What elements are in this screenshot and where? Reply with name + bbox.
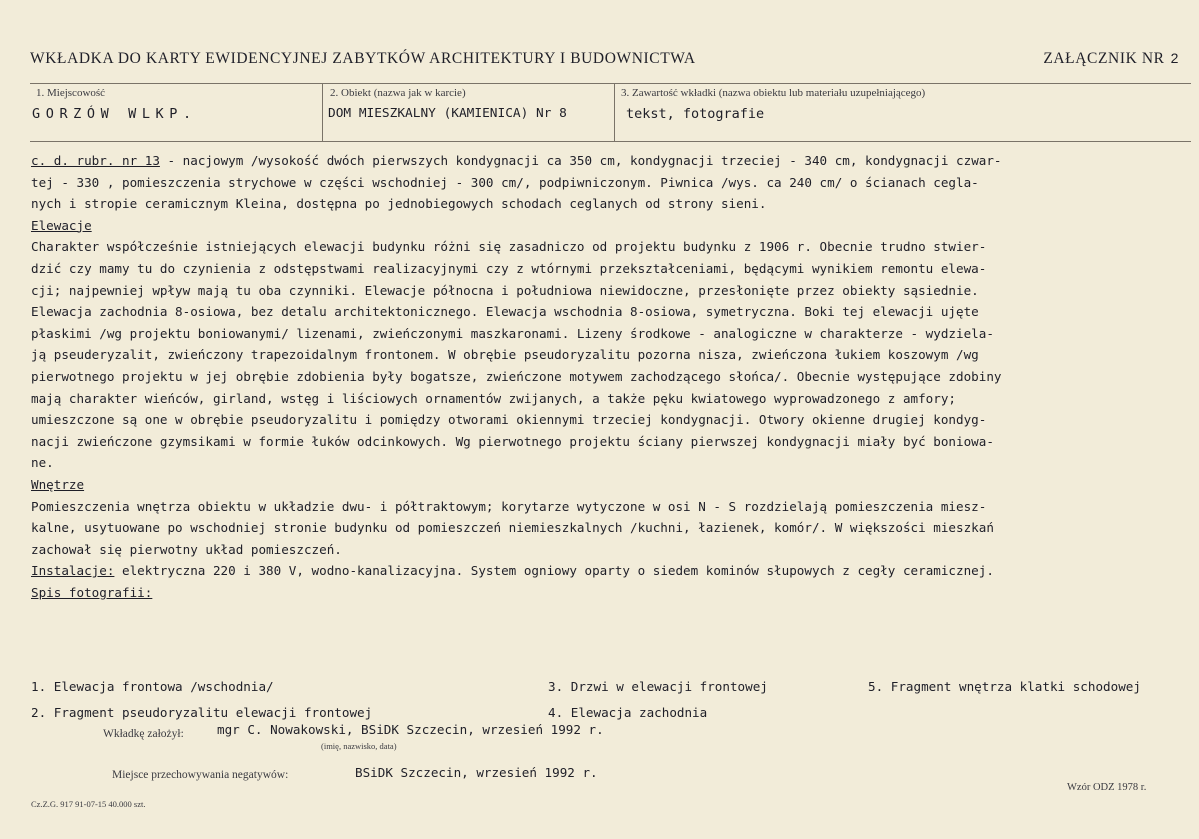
form-title: WKŁADKA DO KARTY EWIDENCYJNEJ ZABYTKÓW ARCHITEKTURY I BUDOWNICTWA (30, 50, 696, 67)
column-divider-2 (614, 83, 615, 141)
field-1-value: GORZÓW WLKP. (32, 106, 197, 122)
field-2-label: 2. Obiekt (nazwa jak w karcie) (330, 87, 466, 99)
photo-item-3: 3. Drzwi w elewacji frontowej (548, 679, 768, 694)
wnetrze-line: zachował się pierwotny układ pomieszczeń. (31, 541, 342, 557)
elewacje-line: płaskimi /wg projektu boniowanymi/ lizenami, zwieńczonymi maszkaronami. Lizeny środkowe - analogiczne w charakterze - wydziela- (31, 325, 994, 341)
elewacje-line: mają charakter wieńców, girland, wstęg i liściowych ornamentów zwijanych, a także pęku kwiatowego wyprowadzonego z amfory; (31, 390, 957, 406)
table-top-line (30, 83, 1191, 84)
intro-line-3: nych i stropie ceramicznym Kleina, dostępna po jednobiegowych schodach ceglanych od strony sieni. (31, 196, 767, 212)
photo-item-4: 4. Elewacja zachodnia (548, 705, 708, 720)
field-3-label: 3. Zawartość wkładki (nazwa obiektu lub materiału uzupełniającego) (621, 87, 926, 99)
elewacje-line: umieszczone są one w obrębie pseudoryzalitu i pomiędzy otworami okiennymi trzeciej kondygnacji. Otwory okienne drugiej kondyg- (31, 412, 987, 428)
annex (1043, 50, 1179, 68)
description-body (31, 150, 1197, 603)
elewacje-line: ne. (31, 455, 54, 471)
founder-hint: (imię, nazwisko, data) (321, 741, 397, 751)
instalacje-line: Instalacje: elektryczna 220 i 380 V, wodno-kanalizacyjna. System ogniowy oparty o siedem kominów słupowych z cegły ceramicznej. (31, 563, 994, 579)
field-2-value: DOM MIESZKALNY (KAMIENICA) Nr 8 (328, 106, 567, 121)
wnetrze-heading: Wnętrze (31, 476, 85, 492)
elewacje-line: dzić czy mamy tu do czynienia z odstępstwami realizacyjnymi czy z wtórnymi przekształceniami, będącymi wynikiem remontu elewa- (31, 260, 987, 276)
elewacje-heading: Elewacje (31, 217, 92, 233)
elewacje-line: cji; najpewniej wpływ mają tu oba czynniki. Elewacje północna i południowa niewidoczne, przesłonięte przez obiekty sąsiednie. (31, 282, 979, 298)
spis-heading: Spis fotografii: (31, 584, 153, 600)
field-3-value: tekst, fotografie (626, 106, 765, 122)
elewacje-line: Elewacja zachodnia 8-osiowa, bez detalu architektonicznego. Elewacja wschodnia 8-osiowa, symetryczna. Boki tej elewacji ujęte (31, 304, 979, 320)
field-1-label: 1. Miejscowość (36, 87, 106, 99)
annex-label: ZAŁĄCZNIK NR (1043, 50, 1165, 67)
photo-item-5: 5. Fragment wnętrza klatki schodowej (868, 679, 1141, 694)
form-code: Wzór ODZ 1978 r. (1067, 782, 1147, 793)
elewacje-line: ją pseuderyzalit, zwieńczony trapezoidalnym frontonem. W obrębie pseudoryzalitu pozorna nisza, zwieńczona łukiem koszowym /wg (31, 347, 979, 363)
wnetrze-line: kalne, usytuowane po wschodniej stronie budynku od pomieszczeń niemieszkalnych /kuchni, łazienek, komór/. W większości mieszkań (31, 520, 994, 536)
annex-number: 2 (1170, 50, 1179, 66)
photo-item-2: 2. Fragment pseudoryzalitu elewacji frontowej (31, 705, 373, 720)
wnetrze-line: Pomieszczenia wnętrza obiektu w układzie dwu- i półtraktowym; korytarze wytyczone w osi N - S rozdzielają pomieszczenia miesz- (31, 498, 987, 514)
instalacje-heading: Instalacje: (31, 563, 115, 579)
elewacje-line: nacji zwieńczone gzymsikami w formie łuków odcinkowych. Wg pierwotnego projektu ściany pierwszej kondygnacji miały być boniowa- (31, 433, 994, 449)
intro-line-1: c. d. rubr. nr 13 - nacjowym /wysokość dwóch pierwszych kondygnacji ca 350 cm, kondygnacji trzeciej - 340 cm, kondygnacji czwar- (31, 153, 1002, 168)
founder-value: mgr C. Nowakowski, BSiDK Szczecin, wrzesień 1992 r. (217, 722, 604, 737)
table-bottom-line (30, 141, 1191, 142)
negatives-value: BSiDK Szczecin, wrzesień 1992 r. (355, 765, 598, 780)
photo-item-1: 1. Elewacja frontowa /wschodnia/ (31, 679, 274, 694)
negatives-label: Miejsce przechowywania negatywów: (112, 769, 289, 781)
form-header (30, 50, 1179, 68)
print-code: Cz.Z.G. 917 91-07-15 40.000 szt. (31, 799, 146, 809)
elewacje-line: Charakter współcześnie istniejących elewacji budynku różni się zasadniczo od projektu budynku z 1906 r. Obecnie trudno stwier- (31, 239, 987, 255)
column-divider-1 (322, 83, 323, 141)
founder-label: Wkładkę założył: (103, 728, 184, 740)
intro-line-2: tej - 330 , pomieszczenia strychowe w części wschodniej - 300 cm/, podpiwniczonym. Piwnica /wys. ca 240 cm/ o ścianach cegla- (31, 174, 979, 190)
intro-ref: c. d. rubr. nr 13 (31, 153, 160, 168)
elewacje-line: pierwotnego projektu w jej obrębie zdobienia były bogatsze, zwieńczone motywem zachodzącego słońca/. Obecnie występujące zdobiny (31, 368, 1002, 384)
